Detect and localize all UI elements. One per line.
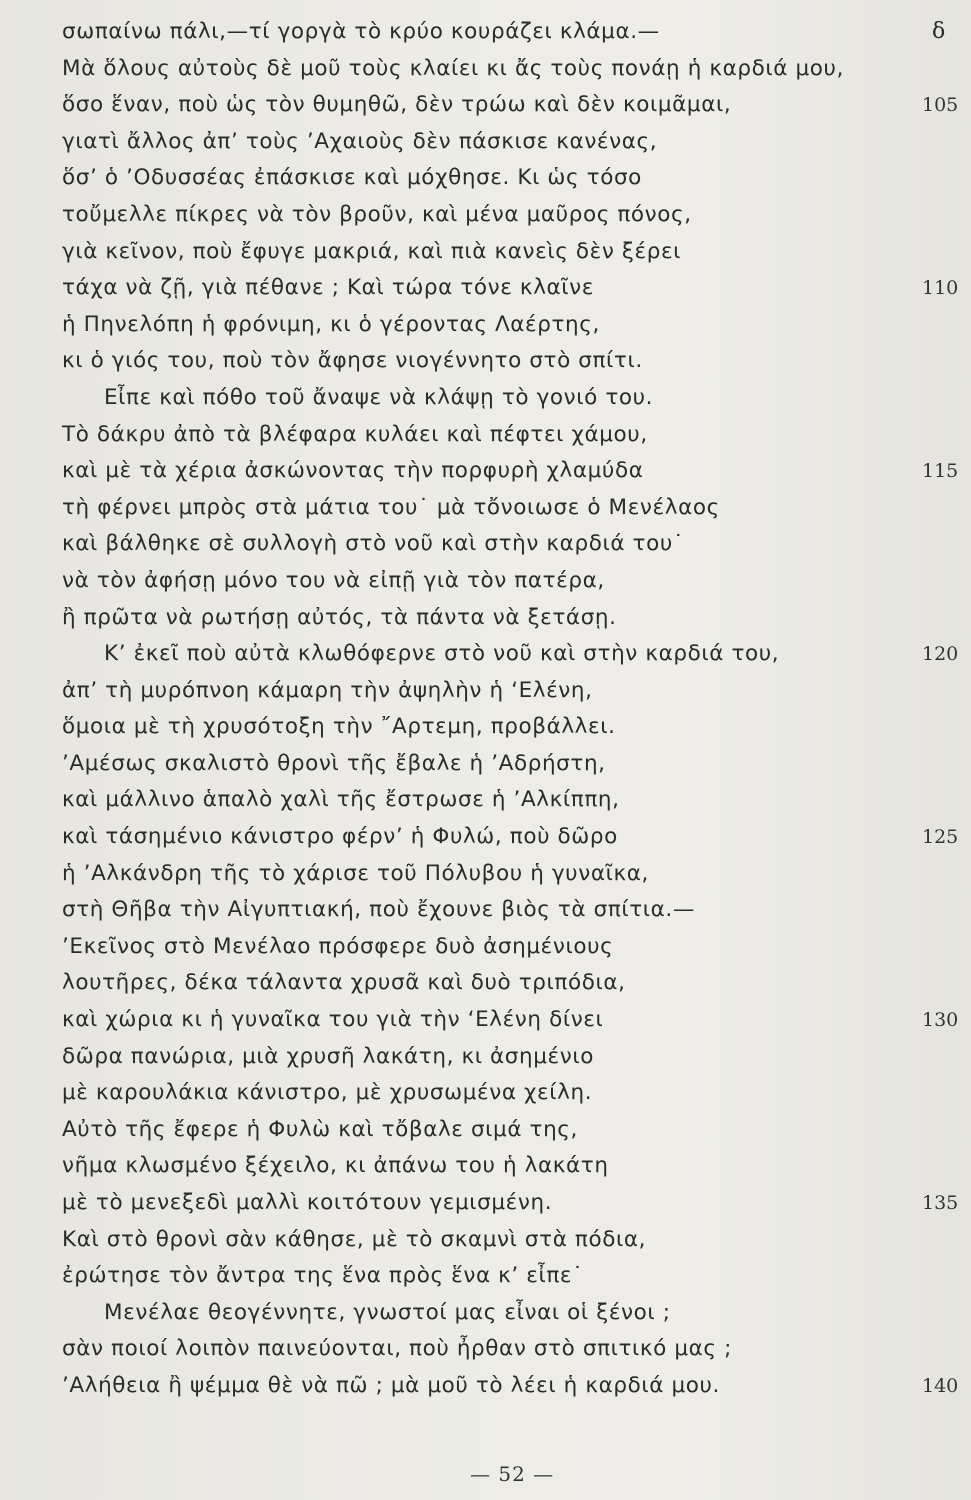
verse-line xyxy=(62,1331,902,1368)
verse-text: μὲ καρουλάκια κάνιστρο, μὲ χρυσωμένα χείλη. xyxy=(62,1080,593,1106)
line-number: 130 xyxy=(922,1009,959,1032)
verse-text: τοὔμελλε πίκρες νὰ τὸν βροῦν, καὶ μένα μαῦρος πόνος, xyxy=(62,201,692,227)
verse-text: γιατὶ ἄλλος ἀπ’ τοὺς ’Αχαιοὺς δὲν πάσκισε κανένας, xyxy=(62,128,658,154)
verse-line xyxy=(62,417,902,454)
verse-text: Αὐτὸ τῆς ἔφερε ἡ Φυλὼ καὶ τὄβαλε σιμά της, xyxy=(62,1116,578,1142)
verse-line xyxy=(62,782,902,819)
verse-text: καὶ χώρια κι ἡ γυναῖκα του γιὰ τὴν ‘Ελένη δίνει xyxy=(62,1007,604,1033)
verse-text: ἐρώτησε τὸν ἄντρα της ἕνα πρὸς ἕνα κ’ εἶπε˙ xyxy=(62,1263,584,1289)
verse-line xyxy=(62,307,902,344)
verse-text: ὅσ’ ὁ ’Οδυσσέας ἐπάσκισε καὶ μόχθησε. Κι ὡς τόσο xyxy=(62,165,642,191)
verse-line xyxy=(62,563,902,600)
book-letter-mark: δ xyxy=(932,19,946,44)
verse-line xyxy=(62,490,902,527)
verse-text: καὶ βάλθηκε σὲ συλλογὴ στὸ νοῦ καὶ στὴν καρδιά του˙ xyxy=(62,531,685,557)
verse-line xyxy=(62,709,902,746)
verse-text: κι ὁ γιός του, ποὺ τὸν ἄφησε νιογέννητο στὸ σπίτι. xyxy=(62,348,643,374)
verse-text: νὰ τὸν ἀφήσῃ μόνο του νὰ εἰπῇ γιὰ τὸν πατέρα, xyxy=(62,567,605,593)
verse-text: καὶ τάσημένιο κάνιστρο φέρν’ ἡ Φυλώ, ποὺ δῶρο xyxy=(62,824,618,850)
verse-line xyxy=(62,892,902,929)
verse-text: σωπαίνω πάλι,—τί γοργὰ τὸ κρύο κουράζει κλάμα.— xyxy=(62,19,660,44)
verse-line xyxy=(62,1148,902,1185)
line-number: 105 xyxy=(922,94,959,117)
verse-text: στὴ Θῆβα τὴν Αἰγυπτιακή, ποὺ ἔχουνε βιὸς τὰ σπίτια.— xyxy=(62,897,695,923)
verse-text: ’Αλήθεια ἢ ψέμμα θὲ νὰ πῶ ; μὰ μοῦ τὸ λέει ἡ καρδιά μου. xyxy=(62,1372,720,1398)
verse-text: ἡ ’Αλκάνδρη τῆς τὸ χάρισε τοῦ Πόλυβου ἡ γυναῖκα, xyxy=(62,860,649,886)
line-number: 110 xyxy=(922,277,959,300)
verse-text: τάχα νὰ ζῇ, γιὰ πέθανε ; Καὶ τώρα τόνε κλαῖνε xyxy=(62,275,595,301)
verse-line xyxy=(62,1002,959,1039)
verse-text: ὅσο ἕναν, ποὺ ὡς τὸν θυμηθῶ, δὲν τρώω καὶ δὲν κοιμᾶμαι, xyxy=(62,92,732,118)
verse-text: Μὰ ὅλους αὐτοὺς δὲ μοῦ τοὺς κλαίει κι ἄς τοὺς πονάῃ ἡ καρδιά μου, xyxy=(62,55,844,81)
verse-line xyxy=(62,380,902,417)
line-number: 120 xyxy=(922,643,959,666)
verse-line xyxy=(62,1112,902,1149)
verse-line xyxy=(62,1039,902,1076)
verse-line xyxy=(62,453,959,490)
verse-line xyxy=(62,234,902,271)
verse-line xyxy=(62,636,959,673)
line-number: 115 xyxy=(922,460,959,483)
verse-line xyxy=(62,160,902,197)
verse-text: ’Εκεῖνος στὸ Μενέλαο πρόσφερε δυὸ ἀσημένιους xyxy=(62,933,614,959)
verse-text: νῆμα κλωσμένο ξέχειλο, κι ἀπάνω του ἡ λακάτη xyxy=(62,1153,609,1179)
verse-text: ἢ πρῶτα νὰ ρωτήσῃ αὐτός, τὰ πάντα νὰ ξετάσῃ. xyxy=(62,604,617,630)
verse-text: λουτῆρες, δέκα τάλαντα χρυσᾶ καὶ δυὸ τριπόδια, xyxy=(62,970,626,996)
verse-line xyxy=(62,819,959,856)
verse-text: Μενέλαε θεογέννητε, γνωστοί μας εἶναι οἱ ξένοι ; xyxy=(104,1299,671,1325)
verse-text: Εἶπε καὶ πόθο τοῦ ἄναψε νὰ κλάψῃ τὸ γονιό του. xyxy=(104,384,654,410)
verse-line xyxy=(62,526,902,563)
verse-text: Κ’ ἐκεῖ ποὺ αὐτὰ κλωθόφερνε στὸ νοῦ καὶ στὴν καρδιά του, xyxy=(104,641,780,667)
verse-text: Τὸ δάκρυ ἀπὸ τὰ βλέφαρα κυλάει καὶ πέφτει χάμου, xyxy=(62,421,648,447)
verse-text: ὅμοια μὲ τὴ χρυσότοξη τὴν ῎Αρτεμη, προβάλλει. xyxy=(62,714,616,740)
verse-line xyxy=(62,1258,902,1295)
verse-text: ἀπ’ τὴ μυρόπνοη κάμαρη τὴν ἀψηλὴν ἡ ‘Ελένη, xyxy=(62,677,593,703)
verse-line xyxy=(62,929,902,966)
verse-line xyxy=(62,124,902,161)
poem-text xyxy=(62,14,959,1405)
verse-line xyxy=(62,673,902,710)
verse-text: καὶ μάλλινο ἁπαλὸ χαλὶ τῆς ἔστρωσε ἡ ’Αλκίππη, xyxy=(62,787,620,813)
verse-text: τὴ φέρνει μπρὸς στὰ μάτια του˙ μὰ τὄνοιωσε ὁ Μενέλαος xyxy=(62,494,720,520)
verse-line xyxy=(62,270,959,307)
verse-text: ἡ Πηνελόπη ἡ φρόνιμη, κι ὁ γέροντας Λαέρτης, xyxy=(62,311,600,337)
verse-line xyxy=(62,1075,902,1112)
page-number: — 52 — xyxy=(470,1462,555,1486)
verse-text: δῶρα πανώρια, μιὰ χρυσῆ λακάτη, κι ἀσημένιο xyxy=(62,1043,594,1069)
verse-line xyxy=(62,51,902,88)
verse-text: Καὶ στὸ θρονὶ σὰν κάθησε, μὲ τὸ σκαμνὶ στὰ πόδια, xyxy=(62,1226,647,1252)
verse-line xyxy=(62,1295,902,1332)
line-number: 140 xyxy=(922,1374,959,1397)
verse-text: μὲ τὸ μενεξεδὶ μαλλὶ κοιτότουν γεμισμένη. xyxy=(62,1190,553,1215)
verse-line xyxy=(62,343,902,380)
verse-line xyxy=(62,746,902,783)
verse-line xyxy=(62,87,959,124)
verse-line xyxy=(62,1185,959,1222)
verse-text: γιὰ κεῖνον, ποὺ ἔφυγε μακριά, καὶ πιὰ κανεὶς δὲν ξέρει xyxy=(62,238,682,264)
verse-line xyxy=(62,14,946,51)
verse-line xyxy=(62,965,902,1002)
verse-line xyxy=(62,600,902,637)
verse-line xyxy=(62,1368,959,1405)
verse-text: ’Αμέσως σκαλιστὸ θρονὶ τῆς ἔβαλε ἡ ’Αδρήστη, xyxy=(62,750,606,776)
verse-line xyxy=(62,197,902,234)
line-number: 135 xyxy=(922,1192,959,1214)
verse-line xyxy=(62,1222,902,1259)
verse-text: καὶ μὲ τὰ χέρια ἀσκώνοντας τὴν πορφυρὴ χλαμύδα xyxy=(62,458,644,484)
verse-text: σὰν ποιοί λοιπὸν παινεύονται, ποὺ ἦρθαν στὸ σπιτικό μας ; xyxy=(62,1336,732,1362)
verse-line xyxy=(62,856,902,893)
line-number: 125 xyxy=(922,826,959,849)
